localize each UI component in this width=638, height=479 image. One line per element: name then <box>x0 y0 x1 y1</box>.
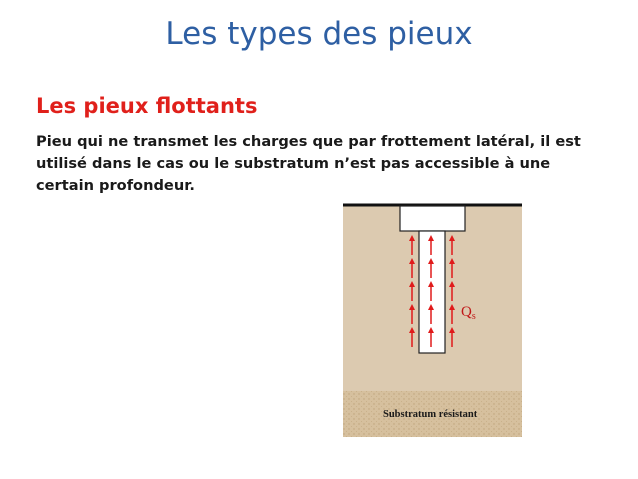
floating-pile-diagram <box>343 203 522 437</box>
description-text: Pieu qui ne transmet les charges que par frottement latéral, il est utilisé dans le cas ou le substratum n’est pas accessible à une certain profondeur. <box>36 133 581 194</box>
section-heading: Les pieux flottants <box>36 94 258 118</box>
pile-shaft <box>419 231 445 353</box>
slide-title: Les types des pieux <box>165 16 473 52</box>
force-label: $Q_s$ <box>461 304 476 322</box>
pile-cap <box>400 206 465 231</box>
stratum-label: Substratum résistant <box>383 409 478 420</box>
pile-diagram-svg <box>343 203 522 437</box>
